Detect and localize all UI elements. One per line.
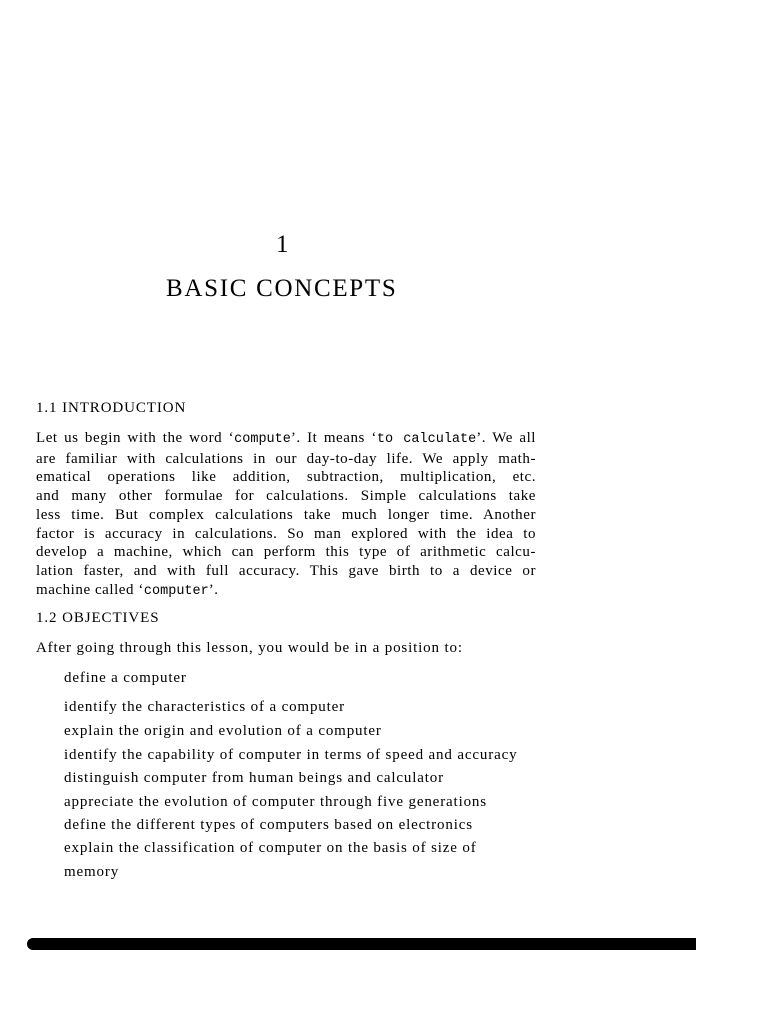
introduction-heading: 1.1 INTRODUCTION [36,400,187,416]
paragraph-line: factor is accuracy in calculations. So man explored with the idea to [36,525,536,542]
objectives-heading: 1.2 OBJECTIVES [36,610,160,626]
paragraph-line: develop a machine, which can perform this type of arithmetic calcu- [36,544,536,561]
objective-item: memory [64,864,120,880]
objective-item: identify the capability of computer in terms of speed and accuracy [64,747,518,763]
paragraph-line: Let us begin with the word ‘compute’. It means ‘to calculate’. We all [36,430,537,447]
objective-item: appreciate the evolution of computer through five generations [64,794,487,810]
introduction-paragraph [36,429,536,601]
paragraph-line: lation faster, and with full accuracy. This gave birth to a device or [36,562,536,579]
objective-item: define a computer [64,670,187,686]
chapter-number: 1 [276,231,289,258]
paragraph-line: are familiar with calculations in our day-to-day life. We apply math- [36,450,536,467]
objectives-lead: After going through this lesson, you would be in a position to: [36,640,463,656]
paragraph-line: machine called ‘computer’. [36,581,219,599]
objective-item: define the different types of computers based on electronics [64,817,473,833]
paragraph-line: less time. But complex calculations take much longer time. Another [36,506,536,523]
paragraph-line: ematical operations like addition, subtraction, multiplication, etc. [36,469,536,486]
objective-item: explain the classification of computer on the basis of size of [64,840,477,856]
objective-item: identify the characteristics of a computer [64,699,346,715]
objective-item: distinguish computer from human beings and calculator [64,770,444,786]
chapter-title: BASIC CONCEPTS [166,275,398,302]
bottom-rule [27,938,696,950]
inline-code: to calculate [376,432,477,447]
paragraph-line: and many other formulae for calculations. Simple calculations take [36,488,536,505]
inline-code: compute [234,432,291,447]
objective-item: explain the origin and evolution of a computer [64,723,382,739]
inline-code: computer [143,583,209,599]
